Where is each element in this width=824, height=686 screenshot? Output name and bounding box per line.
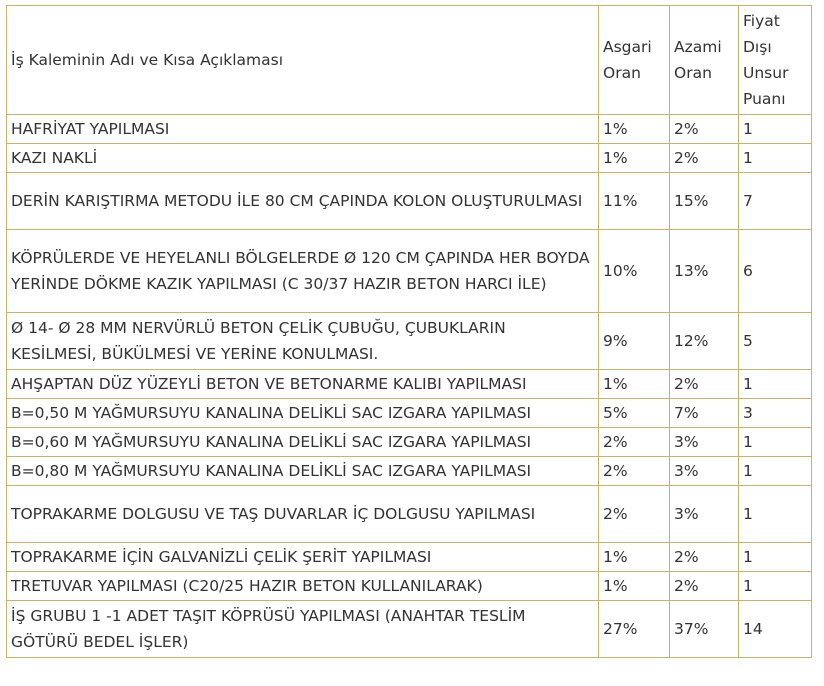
header-max-rate: Azami Oran xyxy=(670,6,739,115)
item-name: AHŞAPTAN DÜZ YÜZEYLİ BETON VE BETONARME KALIBI YAPILMASI xyxy=(7,370,599,399)
header-item-name: İş Kaleminin Adı ve Kısa Açıklaması xyxy=(7,6,599,115)
max-rate: 7% xyxy=(670,399,739,428)
item-name: DERİN KARIŞTIRMA METODU İLE 80 CM ÇAPINDA KOLON OLUŞTURULMASI xyxy=(7,173,599,230)
work-items-table xyxy=(6,5,812,658)
points: 1 xyxy=(739,428,812,457)
max-rate: 2% xyxy=(670,115,739,144)
header-row xyxy=(7,6,812,115)
points: 1 xyxy=(739,370,812,399)
min-rate: 11% xyxy=(599,173,670,230)
points: 14 xyxy=(739,601,812,658)
min-rate: 2% xyxy=(599,428,670,457)
item-name: KAZI NAKLİ xyxy=(7,144,599,173)
points: 1 xyxy=(739,543,812,572)
points: 1 xyxy=(739,486,812,543)
table-row xyxy=(7,601,812,658)
table-row xyxy=(7,230,812,313)
min-rate: 1% xyxy=(599,144,670,173)
table-row xyxy=(7,486,812,543)
item-name: TOPRAKARME DOLGUSU VE TAŞ DUVARLAR İÇ DOLGUSU YAPILMASI xyxy=(7,486,599,543)
header-min-rate: Asgari Oran xyxy=(599,6,670,115)
points: 1 xyxy=(739,115,812,144)
max-rate: 2% xyxy=(670,572,739,601)
max-rate: 2% xyxy=(670,370,739,399)
points: 1 xyxy=(739,572,812,601)
min-rate: 1% xyxy=(599,572,670,601)
points: 1 xyxy=(739,457,812,486)
points: 1 xyxy=(739,144,812,173)
max-rate: 12% xyxy=(670,313,739,370)
table-row xyxy=(7,370,812,399)
points: 3 xyxy=(739,399,812,428)
min-rate: 9% xyxy=(599,313,670,370)
min-rate: 2% xyxy=(599,457,670,486)
item-name: B=0,50 M YAĞMURSUYU KANALINA DELİKLİ SAC IZGARA YAPILMASI xyxy=(7,399,599,428)
points: 6 xyxy=(739,230,812,313)
max-rate: 37% xyxy=(670,601,739,658)
item-name: TRETUVAR YAPILMASI (C20/25 HAZIR BETON KULLANILARAK) xyxy=(7,572,599,601)
table-row xyxy=(7,115,812,144)
item-name: HAFRİYAT YAPILMASI xyxy=(7,115,599,144)
min-rate: 1% xyxy=(599,543,670,572)
points: 7 xyxy=(739,173,812,230)
min-rate: 1% xyxy=(599,370,670,399)
table-row xyxy=(7,572,812,601)
table-row xyxy=(7,399,812,428)
item-name: İŞ GRUBU 1 -1 ADET TAŞIT KÖPRÜSÜ YAPILMASI (ANAHTAR TESLİM GÖTÜRÜ BEDEL İŞLER) xyxy=(7,601,599,658)
table-row xyxy=(7,457,812,486)
table-row xyxy=(7,428,812,457)
max-rate: 2% xyxy=(670,543,739,572)
max-rate: 3% xyxy=(670,428,739,457)
item-name: B=0,60 M YAĞMURSUYU KANALINA DELİKLİ SAC IZGARA YAPILMASI xyxy=(7,428,599,457)
max-rate: 3% xyxy=(670,457,739,486)
item-name: Ø 14- Ø 28 MM NERVÜRLÜ BETON ÇELİK ÇUBUĞU, ÇUBUKLARIN KESİLMESİ, BÜKÜLMESİ VE YERİNE KONULMASI. xyxy=(7,313,599,370)
points: 5 xyxy=(739,313,812,370)
min-rate: 5% xyxy=(599,399,670,428)
max-rate: 2% xyxy=(670,144,739,173)
item-name: B=0,80 M YAĞMURSUYU KANALINA DELİKLİ SAC IZGARA YAPILMASI xyxy=(7,457,599,486)
item-name: KÖPRÜLERDE VE HEYELANLI BÖLGELERDE Ø 120 CM ÇAPINDA HER BOYDA YERİNDE DÖKME KAZIK YAPILMASI (C 30/37 HAZIR BETON HARCI İLE) xyxy=(7,230,599,313)
min-rate: 27% xyxy=(599,601,670,658)
min-rate: 1% xyxy=(599,115,670,144)
min-rate: 10% xyxy=(599,230,670,313)
max-rate: 3% xyxy=(670,486,739,543)
min-rate: 2% xyxy=(599,486,670,543)
table-row xyxy=(7,144,812,173)
table-row xyxy=(7,313,812,370)
max-rate: 15% xyxy=(670,173,739,230)
header-points: Fiyat Dışı Unsur Puanı xyxy=(739,6,812,115)
table-row xyxy=(7,543,812,572)
table-row xyxy=(7,173,812,230)
max-rate: 13% xyxy=(670,230,739,313)
item-name: TOPRAKARME İÇİN GALVANİZLİ ÇELİK ŞERİT YAPILMASI xyxy=(7,543,599,572)
